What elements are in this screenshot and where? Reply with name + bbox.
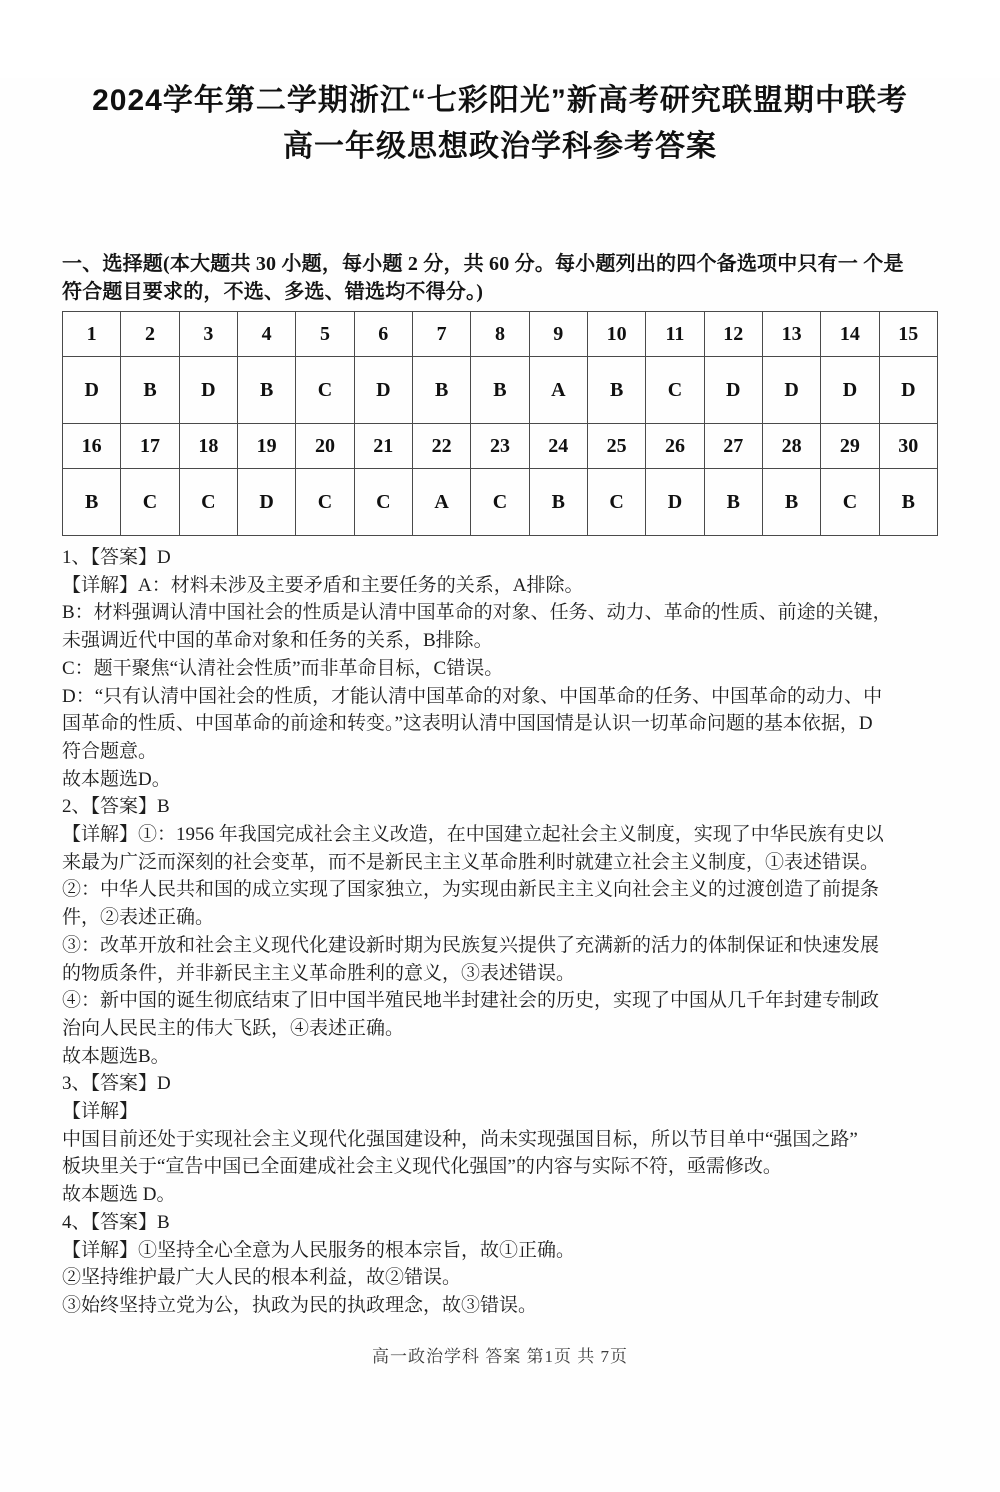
question-number-cell: 5 [296, 312, 354, 357]
explanation-line: 的物质条件，并非新民主主义革命胜利的意义，③表述错误。 [62, 962, 576, 984]
answer-cell: B [121, 357, 179, 424]
answer-cell: C [471, 469, 529, 536]
page-footer: 高一政治学科 答案 第1页 共 7页 [372, 1346, 628, 1366]
section-heading-line-1: 一、选择题(本大题共 30 小题，每小题 2 分，共 60 分。每小题列出的四个备选项中只有一 个是 [62, 253, 904, 275]
document-title-line-1: 2024学年第二学期浙江“七彩阳光”新高考研究联盟期中联考 [92, 84, 908, 117]
section-heading-line-2: 符合题目要求的，不选、多选、错选均不得分。) [62, 281, 484, 303]
answer-cell: D [179, 357, 237, 424]
question-number-cell: 7 [412, 312, 470, 357]
answer-cell: D [354, 357, 412, 424]
explanation-line: 来最为广泛而深刻的社会变革，而不是新民主主义革命胜利时就建立社会主义制度，①表述错误。 [62, 851, 880, 873]
answer-cell: C [354, 469, 412, 536]
explanation-line: 故本题选D。 [62, 768, 171, 790]
question-number-cell: 16 [63, 424, 121, 469]
answer-sheet-page [0, 78, 1000, 1492]
answer-cell: C [646, 357, 704, 424]
explanation-line: 国革命的性质、中国革命的前途和转变。”这表明认清中国国情是认识一切革命问题的基本依据，D [62, 713, 873, 735]
answer-cell: B [879, 469, 937, 536]
explanation-line: 中国目前还处于实现社会主义现代化强国建设种，尚未实现强国目标，所以节目单中“强国之路” [62, 1128, 858, 1150]
question-number-cell: 20 [296, 424, 354, 469]
question-number-cell: 3 [179, 312, 237, 357]
explanation-line: 4、【答案】B [62, 1211, 170, 1233]
explanation-line: ④：新中国的诞生彻底结束了旧中国半殖民地半封建社会的历史，实现了中国从几千年封建专制政 [62, 990, 880, 1012]
explanation-line: ③始终坚持立党为公，执政为民的执政理念，故③错误。 [62, 1294, 538, 1316]
explanation-line: 板块里关于“宣告中国已全面建成社会主义现代化强国”的内容与实际不符，亟需修改。 [62, 1156, 782, 1178]
explanation-line: C：题干聚焦“认清社会性质”而非革命目标，C错误。 [62, 657, 504, 679]
question-number-cell: 21 [354, 424, 412, 469]
answer-table-body [63, 312, 938, 536]
answer-cell: A [412, 469, 470, 536]
answer-cell: D [646, 469, 704, 536]
explanation-line: 件，②表述正确。 [62, 907, 215, 929]
question-number-cell: 24 [529, 424, 587, 469]
question-number-cell: 23 [471, 424, 529, 469]
explanation-line: 故本题选 D。 [62, 1184, 176, 1206]
answer-cell: B [704, 469, 762, 536]
explanation-line: 【详解】①坚持全心全意为人民服务的根本宗旨，故①正确。 [62, 1239, 576, 1261]
answer-cell: B [237, 357, 295, 424]
answer-row [63, 357, 938, 424]
question-number-cell: 25 [587, 424, 645, 469]
explanation-line: B：材料强调认清中国社会的性质是认清中国革命的对象、任务、动力、革命的性质、前途的关键， [62, 602, 892, 624]
question-number-cell: 30 [879, 424, 937, 469]
question-number-cell: 4 [237, 312, 295, 357]
explanation-line: ②坚持维护最广大人民的根本利益，故②错误。 [62, 1267, 462, 1289]
answer-cell: B [762, 469, 820, 536]
explanation-line: 符合题意。 [62, 740, 158, 762]
answer-cell: C [179, 469, 237, 536]
answer-cell: B [529, 469, 587, 536]
explanation-line: 3、【答案】D [62, 1073, 171, 1095]
question-number-cell: 2 [121, 312, 179, 357]
question-number-cell: 15 [879, 312, 937, 357]
answer-cell: C [296, 357, 354, 424]
question-number-cell: 1 [63, 312, 121, 357]
explanations-section [62, 544, 938, 1320]
answer-cell: B [63, 469, 121, 536]
answer-cell: A [529, 357, 587, 424]
question-number-cell: 9 [529, 312, 587, 357]
answer-cell: D [762, 357, 820, 424]
question-number-cell: 22 [412, 424, 470, 469]
explanation-line: 未强调近代中国的革命对象和任务的关系，B排除。 [62, 630, 493, 652]
question-number-cell: 29 [821, 424, 879, 469]
question-number-cell: 14 [821, 312, 879, 357]
question-number-cell: 6 [354, 312, 412, 357]
answer-cell: D [63, 357, 121, 424]
question-number-cell: 27 [704, 424, 762, 469]
question-number-cell: 18 [179, 424, 237, 469]
question-number-cell: 13 [762, 312, 820, 357]
question-number-cell: 11 [646, 312, 704, 357]
question-number-cell: 10 [587, 312, 645, 357]
answer-cell: D [237, 469, 295, 536]
explanation-line: 1、【答案】D [62, 547, 171, 568]
answer-cell: D [879, 357, 937, 424]
question-number-cell: 17 [121, 424, 179, 469]
question-number-row [63, 312, 938, 357]
answer-table [62, 311, 938, 536]
explanation-line: 治向人民民主的伟大飞跃，④表述正确。 [62, 1017, 405, 1039]
question-number-cell: 12 [704, 312, 762, 357]
question-number-cell: 26 [646, 424, 704, 469]
explanation-line: 【详解】A：材料未涉及主要矛盾和主要任务的关系，A排除。 [62, 574, 584, 596]
section-heading [62, 250, 938, 306]
answer-row [63, 469, 938, 536]
document-title-line-2: 高一年级思想政治学科参考答案 [283, 130, 717, 163]
answer-cell: B [587, 357, 645, 424]
question-number-cell: 8 [471, 312, 529, 357]
answer-cell: C [587, 469, 645, 536]
document-title [62, 78, 938, 170]
answer-cell: B [412, 357, 470, 424]
answer-cell: C [296, 469, 354, 536]
explanation-line: ②：中华人民共和国的成立实现了国家独立，为实现由新民主主义向社会主义的过渡创造了前提条 [62, 879, 880, 901]
explanation-line: ③：改革开放和社会主义现代化建设新时期为民族复兴提供了充满新的活力的体制保证和快速发展 [62, 934, 880, 956]
answer-cell: D [821, 357, 879, 424]
explanation-line: 【详解】①：1956 年我国完成社会主义改造，在中国建立起社会主义制度，实现了中华民族有史以 [62, 824, 884, 846]
question-number-cell: 28 [762, 424, 820, 469]
question-number-cell: 19 [237, 424, 295, 469]
answer-cell: C [821, 469, 879, 536]
question-number-row [63, 424, 938, 469]
explanation-line: 【详解】 [62, 1101, 139, 1123]
explanation-line: 2、【答案】B [62, 796, 170, 818]
explanation-line: 故本题选B。 [62, 1045, 170, 1067]
explanation-line: D：“只有认清中国社会的性质，才能认清中国革命的对象、中国革命的任务、中国革命的动力、中 [62, 685, 883, 707]
answer-cell: B [471, 357, 529, 424]
answer-cell: D [704, 357, 762, 424]
answer-cell: C [121, 469, 179, 536]
